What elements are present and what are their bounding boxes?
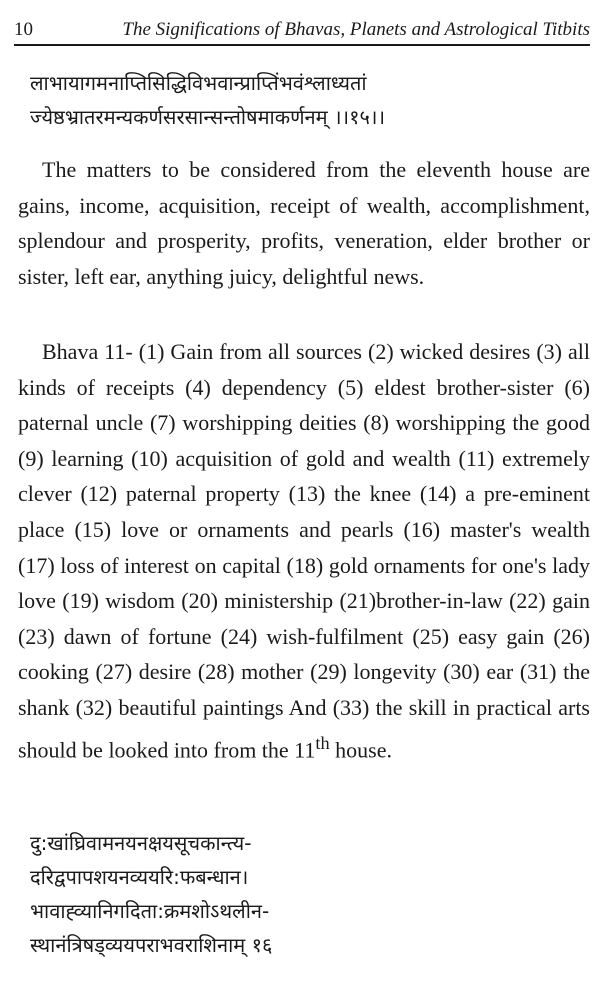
paragraph-ending: house. [329, 736, 392, 762]
verse-line: स्थानंत्रिषड्व्ययपराभवराशिनाम् १६ [30, 933, 273, 957]
eleventh-house-matters-paragraph: The matters to be considered from the eleventh house are gains, income, acquisition, receipt of wealth, accomplishment, splendour and prosperity, profits, veneration, elder brother or sister, left ear, anything juicy, delightful news. [18, 157, 590, 289]
sanskrit-verse-15 [30, 66, 590, 134]
verse-line: ज्येष्ठभ्रातरमन्यकर्णसरसान्सन्तोषमाकर्णनम् ।।१५।। [30, 105, 386, 129]
running-header [14, 14, 590, 46]
running-title: The Significations of Bhavas, Planets and Astrological Titbits [122, 19, 590, 40]
verse-line: लाभायागमनाप्तिसिद्धिविभवान्प्राप्तिंभवंश्लाध्यतां [30, 71, 367, 95]
sanskrit-verse-16 [30, 826, 590, 962]
verse-line: दरिद्वपापशयनव्ययरि:फबन्धान। [30, 865, 249, 889]
paragraph-text: Bhava 11- (1) Gain from all sources (2) wicked desires (3) all kinds of receipts (4) dependency (5) eldest brother-sister (6) paternal uncle (7) worshipping deities (8) worshipping the good (9) learning (10) acquisition of gold and wealth (11) extremely clever (12) paternal property (13) the knee (14) a pre-eminent place (15) love or ornaments and pearls (16) master's wealth (17) loss of interest on capital (18) gold ornaments for one's lady love (19) wisdom (20) ministership (21)brother-in-law (22) gain (23) dawn of fortune (24) wish-fulfilment (25) easy gain (26) cooking (27) desire (28) mother (29) longevity (30) ear (31) the shank (32) beautiful paintings And (33) the skill in practical arts should be looked into from the 11 [18, 339, 590, 762]
verse-line: दु:खांघ्रिवामनयनक्षयसूचकान्त्य- [30, 831, 252, 855]
ordinal-suffix: th [315, 732, 330, 753]
bhava-11-significations-paragraph [18, 334, 590, 767]
page-number: 10 [14, 19, 33, 40]
verse-line: भावाह्व्यानिगदिता:क्रमशोऽथलीन- [30, 899, 270, 923]
